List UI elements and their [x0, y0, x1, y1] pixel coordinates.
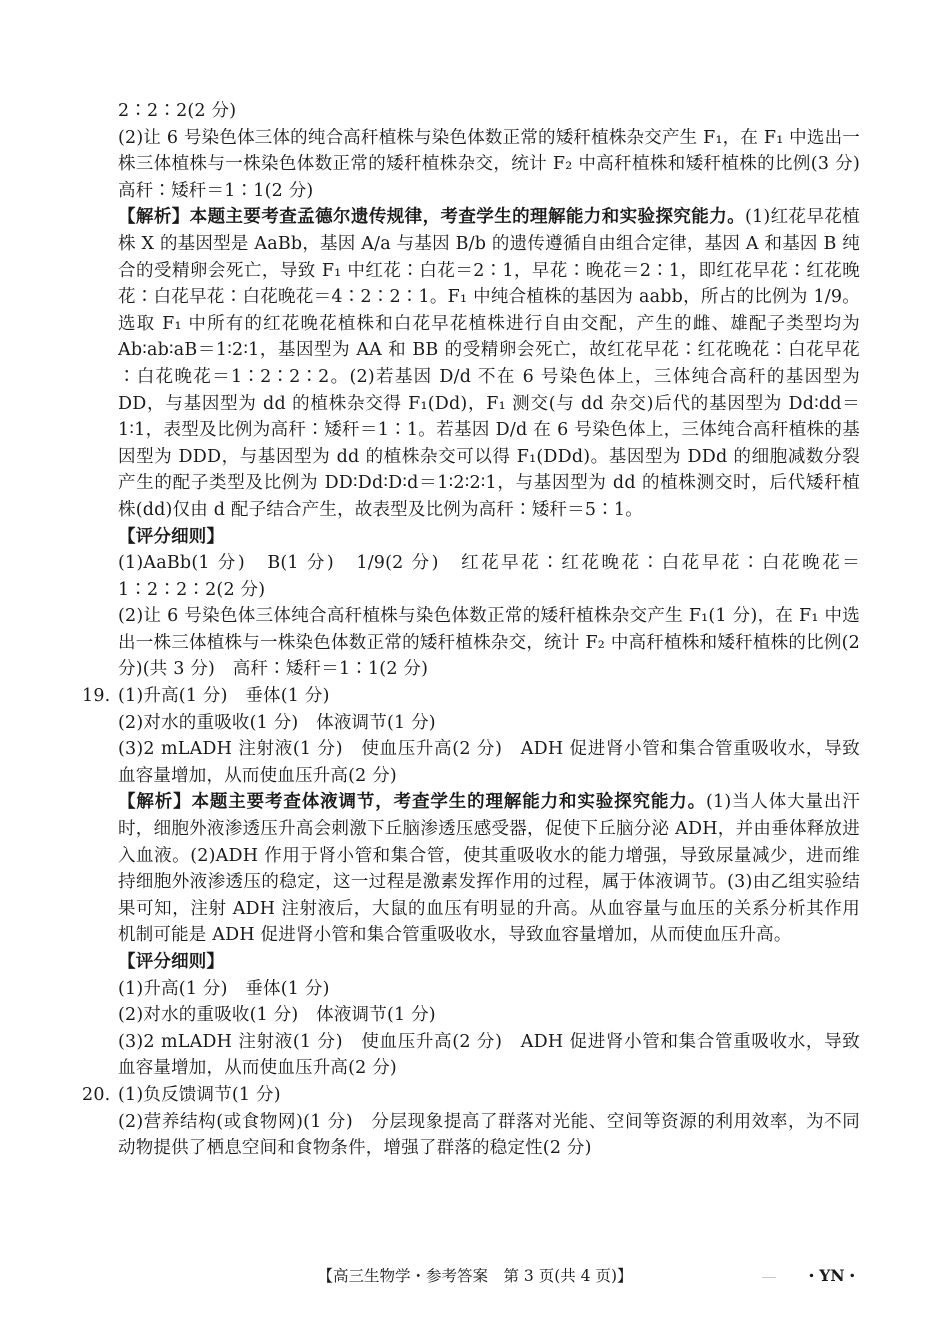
analysis-body: (1)红花早花植株 X 的基因型是 AaBb，基因 A/a 与基因 B/b 的遗传遵循自由组合定律，基因 A 和基因 B 纯合的受精卵会死亡，导致 F₁ 中红花∶白花＝2∶1，早花∶晚花＝2∶1，即红花早花∶红花晚花∶白花早花∶白花晚花＝4∶2∶2∶1。F₁ 中纯合植株的基因为 aabb，所占的比例为 1/9。选取 F₁ 中所有的红花晚花植株和白花早花植株进行自由交配，产生的雌、雄配子类型均为 Ab∶ab∶aB＝1∶2∶1，基因型为 AA 和 BB 的受精卵会死亡，故红花早花∶红花晚花∶白花早花∶白花晚花＝1∶2∶2∶2。(2)若基因 D/d 不在 6 号染色体上，三体纯合高秆的基因型为 DD，与基因型为 dd 的植株杂交得 F₁(Dd)，F₁ 测交(与 dd 杂交)后代的基因型为 Dd∶dd＝1∶1，表型及比例为高秆∶矮秆＝1∶1。若基因 D/d 在 6 号染色体上，三体纯合高秆植株的基因型为 DDD，与基因型为 dd 的植株杂交可以得 F₁(DDd)。基因型为 DDd 的细胞减数分裂产生的配子类型及比例为 DD∶Dd∶D∶d＝1∶2∶2∶1，与基因型为 dd 的植株测交时，后代矮秆植株(dd)仅由 d 配子结合产生，故表型及比例为高秆∶矮秆＝5∶1。	[118, 207, 860, 520]
page-footer	[0, 1264, 950, 1294]
analysis-lead: 本题主要考查孟德尔遗传规律，考查学生的理解能力和实验探究能力。	[189, 207, 746, 228]
question-number: 20.	[82, 1084, 111, 1105]
analysis-lead: 本题主要考查体液调节，考查学生的理解能力和实验探究能力。	[191, 792, 706, 813]
analysis-body: (1)当人体大量出汗时，细胞外液渗透压升高会刺激下丘脑渗透压感受器，促使下丘脑分泌 ADH，并由垂体释放进入血液。(2)ADH 作用于肾小管和集合管，使其重吸收水的能力增强，导致尿量减少，进而维持细胞外液渗透压的稳定，这一过程是激素发挥作用的过程，属于体液调节。(3)由乙组实验结果可知，注射 ADH 注射液后，大鼠的血压有明显的升高。从血容量与血压的关系分析其作用机制可能是 ADH 促进肾小管和集合管重吸收水，导致血容量增加，从而使血压升高。	[118, 792, 860, 946]
q19-part3: (3)2 mLADH 注射液(1 分) 使血压升高(2 分) ADH 促进肾小管和集合管重吸收水，导致血容量增加，从而使血压升高(2 分)	[118, 739, 860, 786]
analysis-tag: 【解析】	[118, 792, 192, 813]
q19-part1: (1)升高(1 分) 垂体(1 分)	[118, 686, 330, 707]
q18-scoring-part1: (1)AaBb(1 分) B(1 分) 1/9(2 分) 红花早花∶红花晚花∶白花早花∶白花晚花＝1∶2∶2∶2(2 分)	[118, 553, 860, 600]
question-19	[82, 683, 860, 710]
q19-analysis	[118, 789, 860, 949]
analysis-tag: 【解析】	[118, 207, 190, 228]
ratio-continuation: 2∶2∶2(2 分)	[118, 101, 237, 121]
q19-scoring-part2: (2)对水的重吸收(1 分) 体液调节(1 分)	[118, 1005, 436, 1026]
q18-scoring-heading: 【评分细则】	[118, 526, 225, 547]
q18-scoring-part2: (2)让 6 号染色体三体纯合高秆植株与染色体数正常的矮秆植株杂交产生 F₁(1 分)，在 F₁ 中选出一株三体植株与一株染色体数正常的矮秆植株杂交，统计 F₂ 中高秆植株和矮秆植株的比例(2 分)(共 3 分) 高秆∶矮秆＝1∶1(2 分)	[118, 606, 860, 680]
q18-part2-answer: (2)让 6 号染色体三体的纯合高秆植株与染色体数正常的矮秆植株杂交产生 F₁，在 F₁ 中选出一株三体植株与一株染色体数正常的矮秆植株杂交，统计 F₂ 中高秆植株和矮秆植株的比例(3 分) 高秆∶矮秆＝1∶1(2 分)	[118, 127, 878, 201]
q19-scoring-part3: (3)2 mLADH 注射液(1 分) 使血压升高(2 分) ADH 促进肾小管和集合管重吸收水，导致血容量增加，从而使血压升高(2 分)	[118, 1031, 860, 1079]
q18-analysis	[118, 204, 860, 523]
answer-content	[82, 98, 878, 1162]
q20-part1: (1)负反馈调节(1 分)	[118, 1084, 281, 1105]
question-number: 19.	[82, 686, 111, 707]
q20-part2: (2)营养结构(或食物网)(1 分) 分层现象提高了群落对光能、空间等资源的利用效率，为不同动物提供了栖息空间和食物条件，增强了群落的稳定性(2 分)	[118, 1111, 860, 1159]
footer-page-info: 【高三生物学・参考答案 第 3 页(共 4 页)】	[317, 1267, 633, 1285]
q19-scoring-heading: 【评分细则】	[118, 952, 225, 972]
footer-region-code: ・YN・	[803, 1266, 860, 1285]
question-20	[82, 1082, 860, 1109]
footer-divider	[762, 1277, 776, 1278]
q19-part2: (2)对水的重吸收(1 分) 体液调节(1 分)	[118, 712, 436, 733]
q19-scoring-part1: (1)升高(1 分) 垂体(1 分)	[118, 978, 330, 999]
